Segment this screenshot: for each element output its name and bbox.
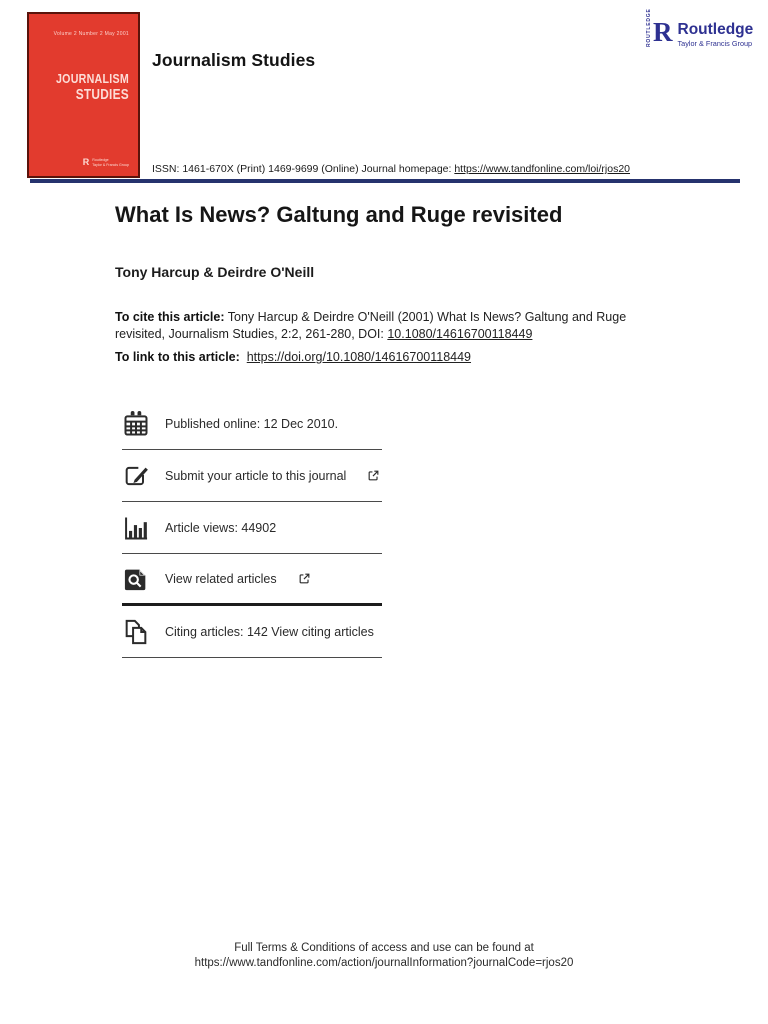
routledge-vertical-text: ROUTLEDGE xyxy=(646,8,652,47)
article-authors: Tony Harcup & Deirdre O'Neill xyxy=(115,264,315,280)
published-online-label: Published online: 12 Dec 2010. xyxy=(165,416,339,431)
citing-articles-row[interactable] xyxy=(122,606,382,658)
citing-articles-icon xyxy=(122,618,150,646)
external-link-icon xyxy=(298,572,311,585)
terms-footer xyxy=(0,941,768,971)
routledge-logo xyxy=(646,8,754,49)
article-views-label: Article views: 44902 xyxy=(165,520,277,535)
journal-cover-thumbnail xyxy=(27,12,140,178)
journal-title: Journalism Studies xyxy=(152,50,316,70)
submit-article-row[interactable] xyxy=(122,450,382,502)
article-metrics-list xyxy=(122,398,382,658)
article-link-paragraph xyxy=(115,350,471,364)
calendar-icon xyxy=(122,410,150,438)
article-title: What Is News? Galtung and Ruge revisited xyxy=(115,202,563,227)
external-link-icon xyxy=(367,469,380,482)
bar-chart-icon xyxy=(122,514,150,542)
issn-line: ISSN: 1461-670X (Print) 1469-9699 (Online) Journal homepage: https://www.tandfonline.com/loi/rjos20 xyxy=(152,163,631,175)
cover-publisher-mark: R Routledge Taylor & Francis Group xyxy=(82,157,129,167)
submit-article-label: Submit your article to this journal xyxy=(165,468,347,483)
routledge-r-icon: R xyxy=(653,17,673,47)
article-views-row xyxy=(122,502,382,554)
citing-articles-label: Citing articles: 142 View citing articles xyxy=(165,624,374,639)
link-label: To link to this article: xyxy=(115,350,240,364)
citation-paragraph: To cite this article: Tony Harcup & Deirdre O'Neill (2001) What Is News? Galtung and Ruge revisited, Journalism Studies, 2:2, 261-280, DOI: 10.1080/14616700118449 xyxy=(115,310,627,342)
published-online-row xyxy=(122,398,382,450)
related-articles-icon xyxy=(122,565,150,593)
terms-url[interactable]: https://www.tandfonline.com/action/journalInformation?journalCode=rjos20 xyxy=(194,957,574,970)
doi-url-link[interactable]: https://doi.org/10.1080/14616700118449 xyxy=(246,350,472,364)
routledge-wordmark: Routledge xyxy=(677,21,754,38)
cite-label: To cite this article: xyxy=(115,310,225,324)
submit-article-icon xyxy=(122,462,150,490)
terms-line: Full Terms & Conditions of access and use can be found at xyxy=(234,942,534,954)
related-articles-label: View related articles xyxy=(165,571,277,586)
cover-journal-title: JOURNALISM STUDIES xyxy=(56,71,129,103)
doi-link[interactable]: 10.1080/14616700118449 xyxy=(387,327,533,342)
related-articles-row[interactable] xyxy=(122,554,382,606)
routledge-tagline: Taylor & Francis Group xyxy=(677,39,753,49)
journal-homepage-link[interactable]: https://www.tandfonline.com/loi/rjos20 xyxy=(454,163,631,175)
cover-issue-line: Volume 2 Number 2 May 2001 xyxy=(53,31,129,37)
header-divider xyxy=(30,179,740,183)
